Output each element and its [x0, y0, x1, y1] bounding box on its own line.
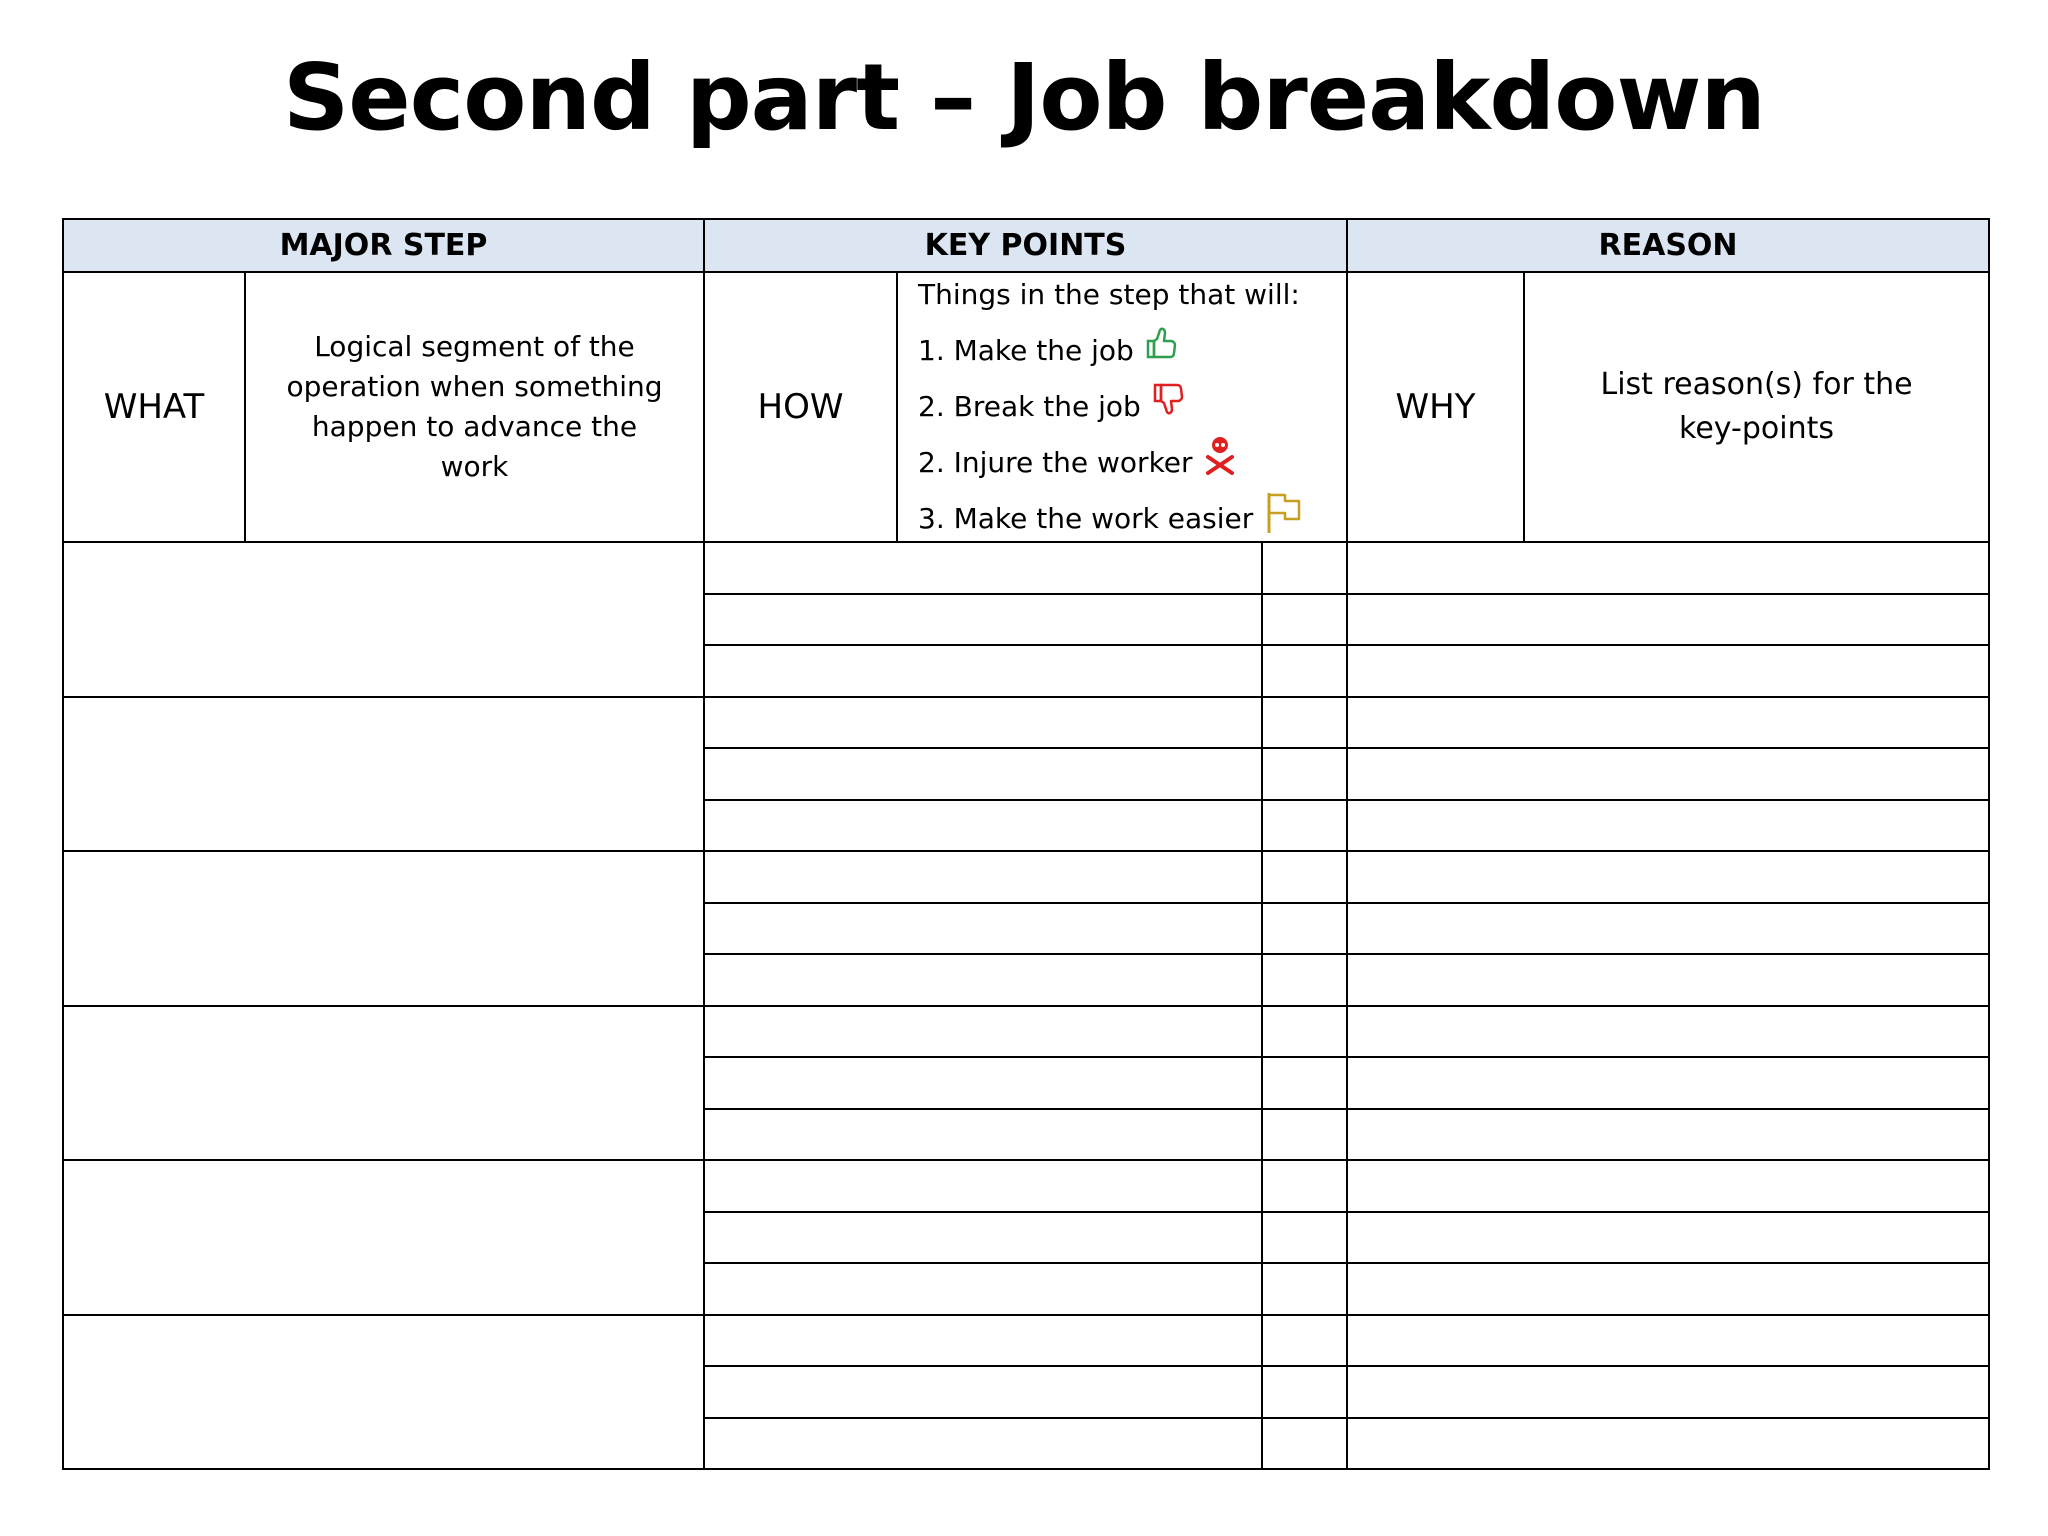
reason-cell[interactable]	[1347, 954, 1989, 1006]
key-point-symbol-cell[interactable]	[1262, 1366, 1347, 1418]
header-key-points: KEY POINTS	[704, 219, 1347, 272]
skull-crossbones-icon	[1203, 435, 1237, 475]
key-point-symbol-cell[interactable]	[1262, 1109, 1347, 1161]
thumbs-down-icon	[1151, 379, 1185, 419]
key-points-intro-text: Things in the step that will:	[918, 278, 1300, 311]
page-title: Second part – Job breakdown	[283, 44, 1765, 151]
reason-cell[interactable]	[1347, 697, 1989, 749]
reason-cell[interactable]	[1347, 1263, 1989, 1315]
major-step-cell[interactable]	[63, 1006, 704, 1161]
key-point-cell[interactable]	[704, 1109, 1262, 1161]
key-point-item-text: 2. Break the job	[918, 390, 1141, 423]
key-point-cell[interactable]	[704, 594, 1262, 646]
reason-cell[interactable]	[1347, 645, 1989, 697]
reason-cell[interactable]	[1347, 1057, 1989, 1109]
reason-cell[interactable]	[1347, 851, 1989, 903]
key-points-description	[897, 272, 1347, 542]
key-point-cell[interactable]	[704, 1212, 1262, 1264]
job-breakdown-table	[62, 218, 1990, 1470]
key-point-item-text: 1. Make the job	[918, 334, 1134, 367]
reason-cell[interactable]	[1347, 1418, 1989, 1470]
key-point-item	[918, 481, 1346, 537]
major-step-cell[interactable]	[63, 1315, 704, 1470]
key-point-symbol-cell[interactable]	[1262, 748, 1347, 800]
header-major-step: MAJOR STEP	[63, 219, 704, 272]
key-point-symbol-cell[interactable]	[1262, 1418, 1347, 1470]
reason-cell[interactable]	[1347, 1315, 1989, 1367]
key-point-cell[interactable]	[704, 645, 1262, 697]
flag-icon	[1263, 491, 1297, 531]
key-point-cell[interactable]	[704, 1263, 1262, 1315]
reason-cell[interactable]	[1347, 903, 1989, 955]
key-point-symbol-cell[interactable]	[1262, 800, 1347, 852]
major-step-cell[interactable]	[63, 542, 704, 697]
how-label: HOW	[704, 272, 897, 542]
key-point-symbol-cell[interactable]	[1262, 954, 1347, 1006]
key-point-cell[interactable]	[704, 1160, 1262, 1212]
key-point-item-text: 2. Injure the worker	[918, 446, 1193, 479]
what-label: WHAT	[63, 272, 245, 542]
what-description: Logical segment of the operation when something happen to advance the work	[245, 272, 704, 542]
key-point-item	[918, 425, 1346, 481]
major-step-cell[interactable]	[63, 1160, 704, 1315]
reason-cell[interactable]	[1347, 748, 1989, 800]
key-point-symbol-cell[interactable]	[1262, 1212, 1347, 1264]
key-point-item	[918, 313, 1346, 369]
reason-cell[interactable]	[1347, 1006, 1989, 1058]
reason-cell[interactable]	[1347, 800, 1989, 852]
reason-cell[interactable]	[1347, 1366, 1989, 1418]
key-point-cell[interactable]	[704, 1418, 1262, 1470]
key-point-cell[interactable]	[704, 1006, 1262, 1058]
reason-cell[interactable]	[1347, 594, 1989, 646]
reason-cell[interactable]	[1347, 1212, 1989, 1264]
key-point-symbol-cell[interactable]	[1262, 1315, 1347, 1367]
key-point-cell[interactable]	[704, 748, 1262, 800]
key-point-cell[interactable]	[704, 697, 1262, 749]
key-point-cell[interactable]	[704, 1057, 1262, 1109]
key-point-symbol-cell[interactable]	[1262, 851, 1347, 903]
thumbs-up-icon	[1144, 323, 1178, 363]
key-point-symbol-cell[interactable]	[1262, 903, 1347, 955]
key-point-symbol-cell[interactable]	[1262, 1160, 1347, 1212]
key-point-cell[interactable]	[704, 800, 1262, 852]
key-point-cell[interactable]	[704, 954, 1262, 1006]
header-reason: REASON	[1347, 219, 1989, 272]
key-point-item-text: 3. Make the work easier	[918, 502, 1254, 535]
why-label: WHY	[1347, 272, 1524, 542]
reason-cell[interactable]	[1347, 542, 1989, 594]
key-point-cell[interactable]	[704, 542, 1262, 594]
key-point-item	[918, 369, 1346, 425]
major-step-cell[interactable]	[63, 851, 704, 1006]
key-point-cell[interactable]	[704, 851, 1262, 903]
key-point-symbol-cell[interactable]	[1262, 1057, 1347, 1109]
key-points-intro	[918, 277, 1346, 313]
key-point-symbol-cell[interactable]	[1262, 594, 1347, 646]
key-point-cell[interactable]	[704, 1366, 1262, 1418]
reason-cell[interactable]	[1347, 1109, 1989, 1161]
key-point-cell[interactable]	[704, 1315, 1262, 1367]
key-point-symbol-cell[interactable]	[1262, 697, 1347, 749]
key-point-cell[interactable]	[704, 903, 1262, 955]
reason-cell[interactable]	[1347, 1160, 1989, 1212]
why-description: List reason(s) for the key-points	[1524, 272, 1989, 542]
key-point-symbol-cell[interactable]	[1262, 1006, 1347, 1058]
major-step-cell[interactable]	[63, 697, 704, 852]
key-point-symbol-cell[interactable]	[1262, 1263, 1347, 1315]
key-point-symbol-cell[interactable]	[1262, 542, 1347, 594]
key-point-symbol-cell[interactable]	[1262, 645, 1347, 697]
